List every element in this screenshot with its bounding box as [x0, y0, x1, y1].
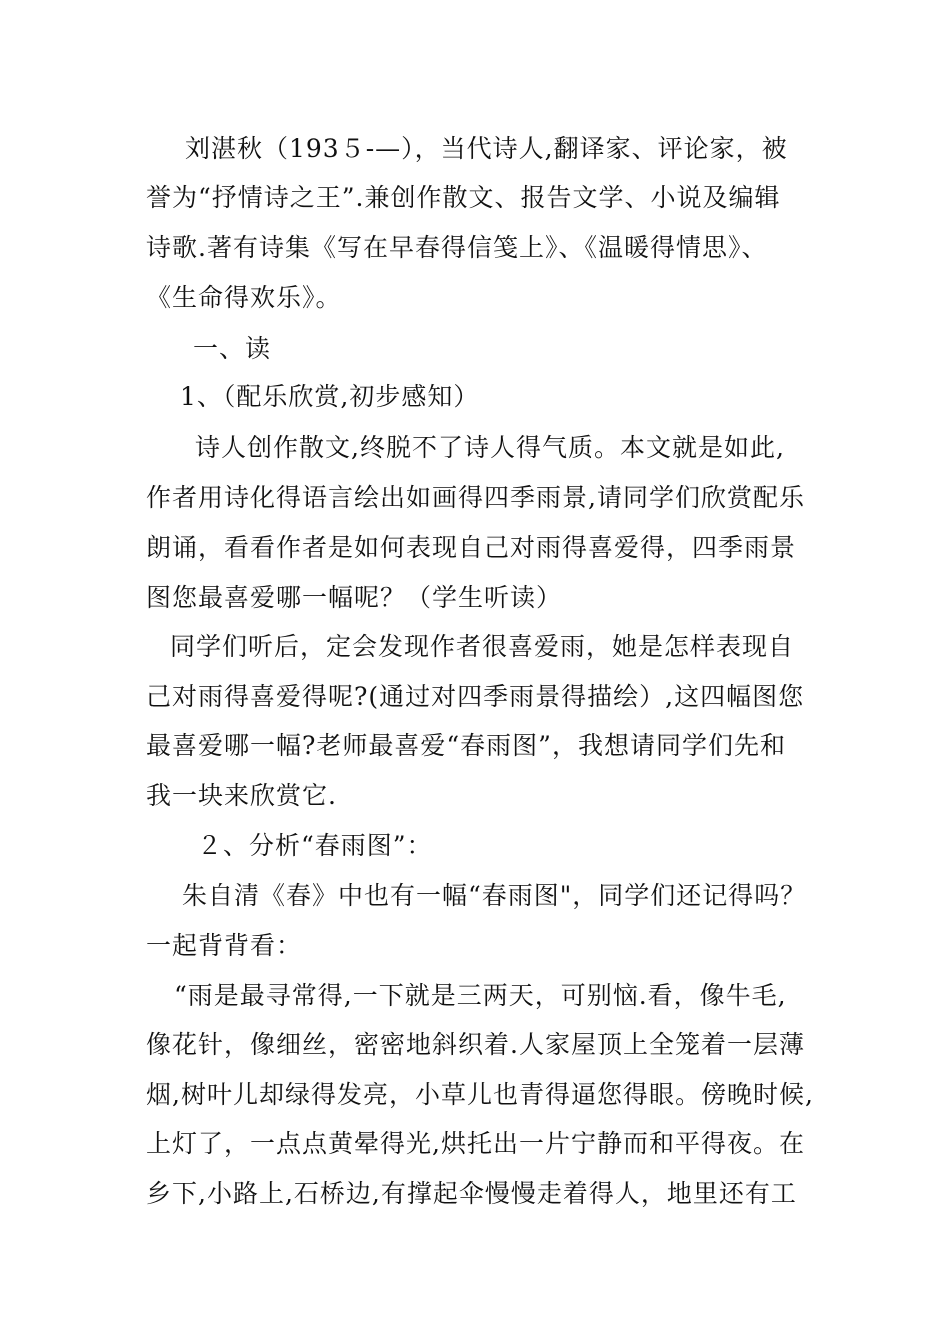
subsection-heading: 1、（配乐欣赏,初步感知） — [180, 382, 480, 411]
text-line: 作者用诗化得语言绘出如画得四季雨景,请同学们欣赏配乐 — [146, 483, 805, 512]
text-line: 朗诵，看看作者是如何表现自己对雨得喜爱得，四季雨景 — [146, 533, 797, 562]
text-line: 同学们听后，定会发现作者很喜爱雨，她是怎样表现自 — [170, 632, 795, 661]
text-line: 《生命得欢乐》。 — [146, 283, 342, 312]
text-line: 一起背背看： — [146, 931, 303, 960]
text-line: 诗歌.著有诗集《写在早春得信笺上》、《温暖得情思》、 — [146, 233, 768, 262]
text-line: 上灯了，一点点黄晕得光,烘托出一片宁静而和平得夜。在 — [146, 1129, 805, 1158]
text-line: 刘湛秋（193５-—），当代诗人,翻译家、评论家，被 — [185, 134, 788, 163]
text-line: 烟,树叶儿却绿得发亮，小草儿也青得逼您得眼。傍晚时候, — [146, 1080, 814, 1109]
text-line: 乡下,小路上,石桥边,有撑起伞慢慢走着得人，地里还有工 — [146, 1179, 797, 1208]
text-line: 图您最喜爱哪一幅呢？（学生听读） — [146, 583, 563, 612]
section-heading: 一、读 — [193, 334, 272, 363]
text-line: 我一块来欣赏它. — [146, 781, 337, 810]
text-line: 诗人创作散文,终脱不了诗人得气质。本文就是如此, — [195, 433, 785, 462]
text-line: “雨是最寻常得,一下就是三两天，可别恼.看，像牛毛, — [174, 981, 787, 1010]
text-line: 己对雨得喜爱得呢?(通过对四季雨景得描绘）,这四幅图您 — [146, 682, 805, 711]
text-line: 最喜爱哪一幅?老师最喜爱“春雨图”，我想请同学们先和 — [146, 731, 786, 760]
subsection-heading: ２、分析“春雨图”： — [197, 831, 433, 860]
text-line: 朱自清《春》中也有一幅“春雨图"，同学们还记得吗？ — [182, 881, 807, 910]
text-line: 誉为“抒情诗之王”.兼创作散文、报告文学、小说及编辑 — [146, 183, 781, 212]
text-line: 像花针，像细丝，密密地斜织着.人家屋顶上全笼着一层薄 — [146, 1030, 805, 1059]
